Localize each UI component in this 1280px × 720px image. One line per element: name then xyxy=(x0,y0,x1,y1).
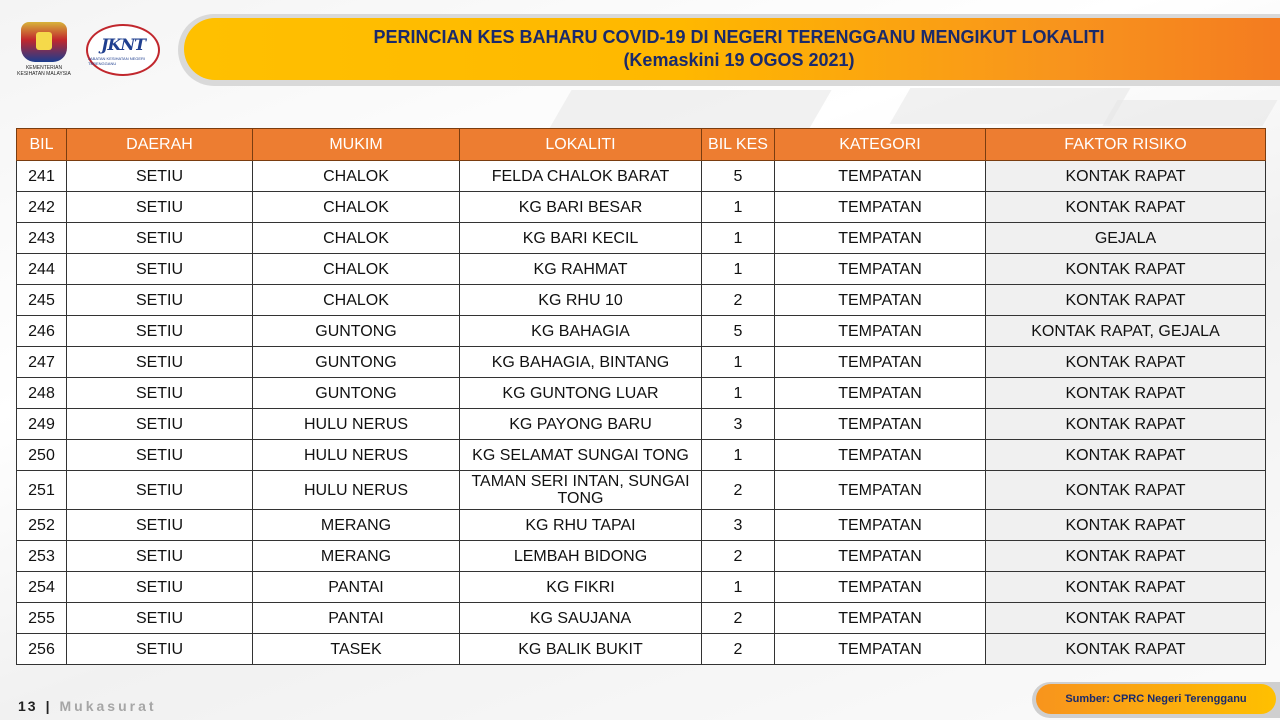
cell-bil: 249 xyxy=(17,409,67,440)
cell-bil-kes: 3 xyxy=(702,510,775,541)
table-row xyxy=(17,510,1266,541)
cell-lokaliti: KG PAYONG BARU xyxy=(460,409,702,440)
table-row xyxy=(17,316,1266,347)
cell-bil-kes: 2 xyxy=(702,285,775,316)
cell-kategori: TEMPATAN xyxy=(775,603,986,634)
table-row xyxy=(17,603,1266,634)
title-banner xyxy=(184,18,1280,80)
cell-faktor-risiko: KONTAK RAPAT xyxy=(986,440,1266,471)
background-shape xyxy=(548,90,831,130)
cell-lokaliti: KG RHU TAPAI xyxy=(460,510,702,541)
cell-faktor-risiko: KONTAK RAPAT xyxy=(986,378,1266,409)
column-header-bil-kes: BIL KES xyxy=(702,129,775,161)
page-word: Mukasurat xyxy=(59,698,157,714)
cell-daerah: SETIU xyxy=(67,347,253,378)
cell-kategori: TEMPATAN xyxy=(775,510,986,541)
cell-kategori: TEMPATAN xyxy=(775,541,986,572)
table-header-row xyxy=(17,129,1266,161)
column-header-faktor-risiko: FAKTOR RISIKO xyxy=(986,129,1266,161)
cell-kategori: TEMPATAN xyxy=(775,254,986,285)
cell-lokaliti: KG BAHAGIA, BINTANG xyxy=(460,347,702,378)
cell-kategori: TEMPATAN xyxy=(775,285,986,316)
cell-mukim: TASEK xyxy=(253,634,460,665)
cell-bil-kes: 1 xyxy=(702,254,775,285)
cell-faktor-risiko: KONTAK RAPAT xyxy=(986,603,1266,634)
table-row xyxy=(17,161,1266,192)
cell-bil: 248 xyxy=(17,378,67,409)
cell-faktor-risiko: KONTAK RAPAT xyxy=(986,254,1266,285)
cell-daerah: SETIU xyxy=(67,603,253,634)
table-row xyxy=(17,254,1266,285)
cell-bil-kes: 2 xyxy=(702,471,775,510)
cell-bil-kes: 1 xyxy=(702,572,775,603)
cell-lokaliti: KG BALIK BUKIT xyxy=(460,634,702,665)
cell-daerah: SETIU xyxy=(67,161,253,192)
cell-kategori: TEMPATAN xyxy=(775,409,986,440)
table-row xyxy=(17,378,1266,409)
cell-kategori: TEMPATAN xyxy=(775,440,986,471)
cell-kategori: TEMPATAN xyxy=(775,192,986,223)
cell-bil: 246 xyxy=(17,316,67,347)
page-subtitle: (Kemaskini 19 OGOS 2021) xyxy=(623,50,855,70)
cell-mukim: PANTAI xyxy=(253,572,460,603)
kkm-logo xyxy=(12,22,76,80)
cell-daerah: SETIU xyxy=(67,192,253,223)
table-row xyxy=(17,440,1266,471)
cell-mukim: HULU NERUS xyxy=(253,409,460,440)
cell-bil-kes: 2 xyxy=(702,634,775,665)
cell-faktor-risiko: KONTAK RAPAT xyxy=(986,409,1266,440)
table-row xyxy=(17,347,1266,378)
cell-mukim: GUNTONG xyxy=(253,378,460,409)
cell-faktor-risiko: KONTAK RAPAT xyxy=(986,510,1266,541)
cell-faktor-risiko: KONTAK RAPAT xyxy=(986,634,1266,665)
cell-mukim: CHALOK xyxy=(253,254,460,285)
cell-daerah: SETIU xyxy=(67,471,253,510)
column-header-daerah: DAERAH xyxy=(67,129,253,161)
cell-bil-kes: 1 xyxy=(702,347,775,378)
cell-lokaliti: KG RHU 10 xyxy=(460,285,702,316)
cell-bil: 244 xyxy=(17,254,67,285)
cell-lokaliti: KG SAUJANA xyxy=(460,603,702,634)
cell-bil-kes: 1 xyxy=(702,192,775,223)
cell-lokaliti: KG SELAMAT SUNGAI TONG xyxy=(460,440,702,471)
cell-mukim: CHALOK xyxy=(253,161,460,192)
source-badge: Sumber: CPRC Negeri Terengganu xyxy=(1036,684,1276,714)
cell-daerah: SETIU xyxy=(67,510,253,541)
cell-kategori: TEMPATAN xyxy=(775,347,986,378)
cell-mukim: MERANG xyxy=(253,510,460,541)
column-header-bil: BIL xyxy=(17,129,67,161)
jknt-logo-mark: JKNT xyxy=(100,34,145,54)
page-separator: | xyxy=(45,698,52,714)
cell-bil-kes: 1 xyxy=(702,440,775,471)
cell-faktor-risiko: KONTAK RAPAT xyxy=(986,471,1266,510)
cell-kategori: TEMPATAN xyxy=(775,223,986,254)
cell-bil-kes: 5 xyxy=(702,316,775,347)
cell-bil: 255 xyxy=(17,603,67,634)
cell-bil-kes: 1 xyxy=(702,223,775,254)
table-row xyxy=(17,541,1266,572)
cell-mukim: GUNTONG xyxy=(253,316,460,347)
cell-bil: 247 xyxy=(17,347,67,378)
coat-of-arms-icon xyxy=(21,22,67,62)
cell-bil-kes: 2 xyxy=(702,603,775,634)
cell-faktor-risiko: KONTAK RAPAT xyxy=(986,192,1266,223)
cell-mukim: MERANG xyxy=(253,541,460,572)
cell-faktor-risiko: KONTAK RAPAT, GEJALA xyxy=(986,316,1266,347)
cell-bil: 256 xyxy=(17,634,67,665)
cell-faktor-risiko: KONTAK RAPAT xyxy=(986,572,1266,603)
cell-bil: 242 xyxy=(17,192,67,223)
cell-bil-kes: 3 xyxy=(702,409,775,440)
cell-kategori: TEMPATAN xyxy=(775,572,986,603)
table-row xyxy=(17,223,1266,254)
cell-faktor-risiko: KONTAK RAPAT xyxy=(986,285,1266,316)
cell-faktor-risiko: KONTAK RAPAT xyxy=(986,347,1266,378)
cell-daerah: SETIU xyxy=(67,634,253,665)
cell-lokaliti: LEMBAH BIDONG xyxy=(460,541,702,572)
cell-bil: 245 xyxy=(17,285,67,316)
cell-daerah: SETIU xyxy=(67,316,253,347)
jknt-logo-caption: JABATAN KESIHATAN NEGERI TERENGGANU xyxy=(88,55,146,66)
cell-lokaliti: KG FIKRI xyxy=(460,572,702,603)
table-row xyxy=(17,572,1266,603)
cell-daerah: SETIU xyxy=(67,541,253,572)
table-row xyxy=(17,192,1266,223)
kkm-logo-caption: KEMENTERIAN KESIHATAN MALAYSIA xyxy=(17,65,71,77)
page-title: PERINCIAN KES BAHARU COVID-19 DI NEGERI TERENGGANU MENGIKUT LOKALITI xyxy=(373,27,1105,47)
jknt-logo xyxy=(86,24,160,76)
cell-daerah: SETIU xyxy=(67,409,253,440)
column-header-mukim: MUKIM xyxy=(253,129,460,161)
cell-kategori: TEMPATAN xyxy=(775,378,986,409)
cell-lokaliti: KG BAHAGIA xyxy=(460,316,702,347)
cell-bil: 254 xyxy=(17,572,67,603)
cell-bil: 251 xyxy=(17,471,67,510)
cell-lokaliti: KG GUNTONG LUAR xyxy=(460,378,702,409)
cell-lokaliti: KG BARI BESAR xyxy=(460,192,702,223)
cell-lokaliti: TAMAN SERI INTAN, SUNGAI TONG xyxy=(460,471,702,510)
cell-faktor-risiko: KONTAK RAPAT xyxy=(986,541,1266,572)
table-row xyxy=(17,285,1266,316)
table-row xyxy=(17,634,1266,665)
cell-bil-kes: 1 xyxy=(702,378,775,409)
column-header-kategori: KATEGORI xyxy=(775,129,986,161)
cell-bil-kes: 5 xyxy=(702,161,775,192)
cell-mukim: HULU NERUS xyxy=(253,440,460,471)
cell-kategori: TEMPATAN xyxy=(775,471,986,510)
cell-bil: 243 xyxy=(17,223,67,254)
cases-table xyxy=(16,128,1266,665)
cell-daerah: SETIU xyxy=(67,223,253,254)
background-shape xyxy=(890,88,1131,124)
cell-lokaliti: KG BARI KECIL xyxy=(460,223,702,254)
page-number-label xyxy=(18,698,157,714)
cell-daerah: SETIU xyxy=(67,378,253,409)
cell-faktor-risiko: KONTAK RAPAT xyxy=(986,161,1266,192)
cell-bil: 250 xyxy=(17,440,67,471)
cell-mukim: CHALOK xyxy=(253,192,460,223)
cell-bil: 241 xyxy=(17,161,67,192)
column-header-lokaliti: LOKALITI xyxy=(460,129,702,161)
cell-faktor-risiko: GEJALA xyxy=(986,223,1266,254)
cell-bil-kes: 2 xyxy=(702,541,775,572)
background-shape xyxy=(1102,100,1277,126)
cell-kategori: TEMPATAN xyxy=(775,161,986,192)
cell-daerah: SETIU xyxy=(67,254,253,285)
cell-mukim: GUNTONG xyxy=(253,347,460,378)
cell-lokaliti: KG RAHMAT xyxy=(460,254,702,285)
cell-mukim: CHALOK xyxy=(253,223,460,254)
cell-kategori: TEMPATAN xyxy=(775,634,986,665)
cell-mukim: CHALOK xyxy=(253,285,460,316)
page-number: 13 xyxy=(18,698,38,714)
cell-mukim: HULU NERUS xyxy=(253,471,460,510)
cell-kategori: TEMPATAN xyxy=(775,316,986,347)
cases-table-container xyxy=(16,128,1265,665)
cell-bil: 252 xyxy=(17,510,67,541)
cell-daerah: SETIU xyxy=(67,285,253,316)
table-row xyxy=(17,409,1266,440)
cell-bil: 253 xyxy=(17,541,67,572)
cell-mukim: PANTAI xyxy=(253,603,460,634)
table-row xyxy=(17,471,1266,510)
cell-lokaliti: FELDA CHALOK BARAT xyxy=(460,161,702,192)
cell-daerah: SETIU xyxy=(67,572,253,603)
cell-daerah: SETIU xyxy=(67,440,253,471)
